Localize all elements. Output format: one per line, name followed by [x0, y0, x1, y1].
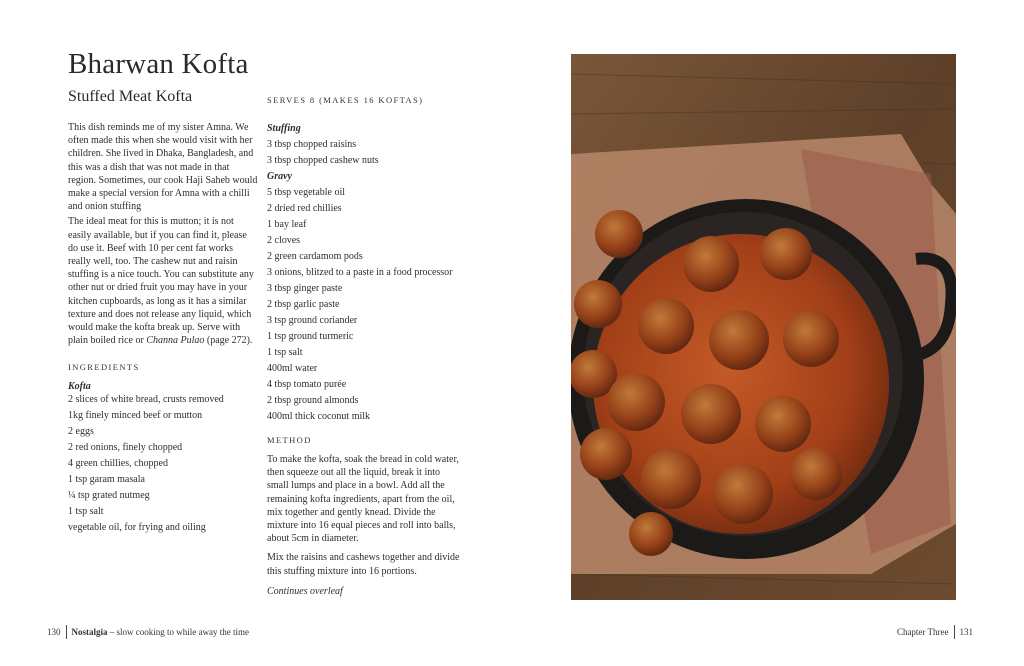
ingredient-item: 1 tsp salt — [68, 506, 104, 517]
ingredient-item: 2 slices of white bread, crusts removed — [68, 394, 224, 405]
ingredient-item: 1kg finely minced beef or mutton — [68, 410, 203, 421]
footer-divider — [954, 625, 955, 639]
ingredient-item: 2 eggs — [68, 426, 94, 437]
dish-photo-illustration — [571, 54, 956, 600]
ingredient-item: 2 tbsp ground almonds — [267, 395, 359, 406]
ingredients-column — [68, 362, 258, 536]
method-step-1: To make the kofta, soak the bread in cold water, then squeeze out all the liquid, break it into small lumps and place in a bowl. Add all the remaining kofta ingredients, apart from the oil, mix together and gently knead. Divide the mixture into 16 equal pieces and roll into balls, about 5cm in diameter. — [267, 454, 459, 545]
recipe-title: Bharwan Kofta — [68, 48, 249, 80]
stuffing-ingredient-list — [267, 137, 462, 169]
footer-section-title: Nostalgia — [71, 627, 108, 637]
footer-chapter: Chapter Three — [896, 627, 949, 637]
method-step-2: Mix the raisins and cashews together and divide this stuffing mixture into 16 portions. — [267, 552, 460, 577]
ingredient-item: 2 red onions, finely chopped — [68, 442, 183, 453]
intro-text-a: The ideal meat for this is mutton; it is not easily available, but if you can find it, please do use it. Beef with 10 per cent fat works really well, too. The cashew nut and raisin stuffing is a nice touch. You can substitute any other nut or dried fruit you may have in your kitchen cupboards, as long as it has a similar texture and does not release any liquid, which would make the kofta break up. Serve with plain boiled rice or — [68, 216, 254, 347]
intro-text-b: (page 272). — [204, 335, 253, 347]
footer-left — [47, 625, 249, 639]
ingredient-item: 2 tbsp garlic paste — [267, 299, 340, 310]
second-column — [267, 121, 462, 597]
ingredient-item: 3 onions, blitzed to a paste in a food processor — [267, 267, 453, 278]
right-page-number: 131 — [959, 627, 973, 637]
left-page-number: 130 — [47, 627, 61, 637]
ingredient-item: 1 bay leaf — [267, 219, 307, 230]
intro-text — [68, 121, 258, 349]
ingredient-item: 5 tbsp vegetable oil — [267, 187, 346, 198]
ingredient-item: 3 tbsp chopped cashew nuts — [267, 155, 379, 166]
ingredient-item: 2 dried red chillies — [267, 203, 342, 214]
footer-tagline: – slow cooking to while away the time — [107, 627, 249, 637]
ingredient-item: 1 tsp salt — [267, 347, 303, 358]
ingredient-item: 4 tbsp tomato purée — [267, 379, 347, 390]
intro-paragraph-2 — [68, 215, 258, 347]
ingredient-item: 1 tsp garam masala — [68, 474, 145, 485]
ingredient-item: ¼ tsp grated nutmeg — [68, 490, 150, 501]
continues-overleaf: Continues overleaf — [267, 585, 343, 597]
ingredient-item: 2 green cardamom pods — [267, 251, 363, 262]
ingredient-item: 2 cloves — [267, 235, 301, 246]
intro-dish-reference: Channa Pulao — [146, 335, 205, 347]
recipe-subtitle: Stuffed Meat Kofta — [68, 88, 193, 105]
method-heading: METHOD — [267, 435, 312, 445]
ingredient-item: 3 tbsp chopped raisins — [267, 139, 357, 150]
intro-paragraph-1: This dish reminds me of my sister Amna. We often made this when she would visit with her children. She lived in Dhaka, Bangladesh, and this was a dish that was not made in that region. Sometimes, our cook Haji Saheb would make a special version for Amna with a chilli and onion stuffing — [68, 122, 258, 213]
serves-label: SERVES 8 (MAKES 16 KOFTAS) — [267, 95, 424, 105]
kofta-heading: Kofta — [68, 381, 91, 392]
ingredient-item: vegetable oil, for frying and oiling — [68, 522, 206, 533]
method-text — [267, 453, 462, 578]
footer-right — [897, 625, 973, 639]
stuffing-heading: Stuffing — [267, 123, 301, 134]
ingredient-item: 3 tbsp ginger paste — [267, 283, 343, 294]
ingredient-item: 1 tsp ground turmeric — [267, 331, 354, 342]
gravy-heading: Gravy — [267, 171, 292, 182]
footer-divider — [66, 625, 67, 639]
ingredient-item: 4 green chillies, chopped — [68, 458, 168, 469]
kofta-ingredient-list — [68, 392, 258, 536]
ingredient-item: 400ml water — [267, 363, 318, 374]
ingredient-item: 400ml thick coconut milk — [267, 411, 371, 422]
gravy-ingredient-list — [267, 185, 462, 425]
ingredients-heading: INGREDIENTS — [68, 362, 140, 372]
dish-photo — [571, 54, 956, 600]
ingredient-item: 3 tsp ground coriander — [267, 315, 358, 326]
